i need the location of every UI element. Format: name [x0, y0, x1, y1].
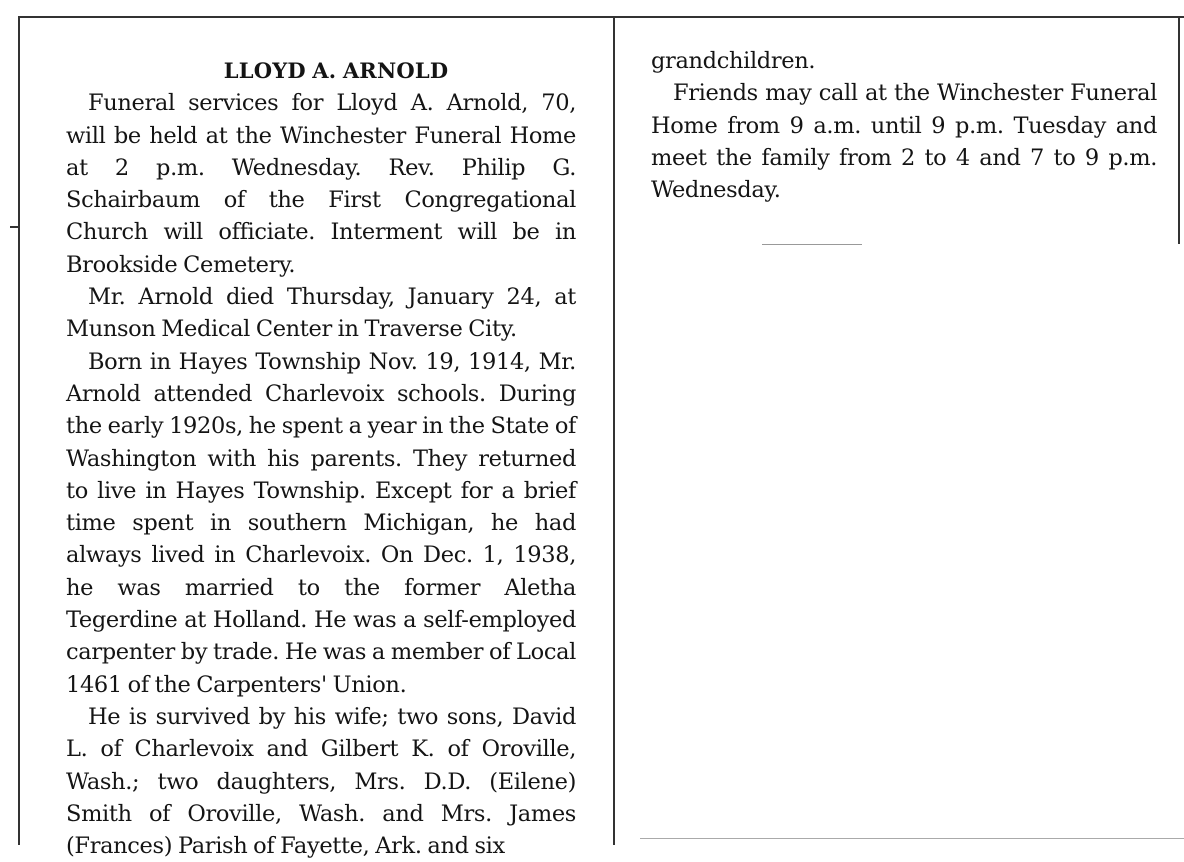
margin-tick: [10, 226, 19, 228]
center-column-rule: [613, 16, 615, 845]
left-column-rule: [18, 16, 20, 845]
end-of-article-rule: [762, 244, 862, 245]
bottom-rule: [640, 838, 1184, 839]
top-column-rule: [18, 16, 1184, 18]
left-column: [66, 55, 576, 862]
paragraph-continuation: grandchildren.: [651, 48, 816, 74]
right-column-rule: [1178, 16, 1180, 244]
paragraph-biography: Born in Hayes Township Nov. 19, 1914, Mr. Arnold attended Charlevoix schools. During the early 1920s, he spent a year in the State of Washington with his parents. They returned to live in Hayes Township. Except for a brief time spent in southern Michigan, he had always lived in Charlevoix. On Dec. 1, 1938, he was married to the former Aletha Tegerdine at Holland. He was a self-employed carpenter by trade. He was a member of Local 1461 of the Carpenters' Union.: [66, 348, 576, 698]
paragraph-visitation: Friends may call at the Winchester Funeral Home from 9 a.m. until 9 p.m. Tuesday and meet the family from 2 to 4 and 7 to 9 p.m. Wednesday.: [651, 80, 1157, 204]
paragraph-survivors: He is survived by his wife; two sons, David L. of Charlevoix and Gilbert K. of Oroville, Wash.; two daughters, Mrs. D.D. (Eilene) Smith of Oroville, Wash. and Mrs. James (Frances) Parish of Fayette, Ark. and six: [66, 703, 576, 860]
paragraph-funeral-services: Funeral services for Lloyd A. Arnold, 70, will be held at the Winchester Funeral Home at 2 p.m. Wednesday. Rev. Philip G. Schairbaum of the First Congregational Church will officiate. Interment will be in Brookside Cemetery.: [66, 90, 576, 278]
paragraph-death: Mr. Arnold died Thursday, January 24, at Munson Medical Center in Traverse City.: [66, 284, 576, 343]
obituary-heading: LLOYD A. ARNOLD: [223, 58, 449, 83]
right-column: [651, 45, 1157, 206]
